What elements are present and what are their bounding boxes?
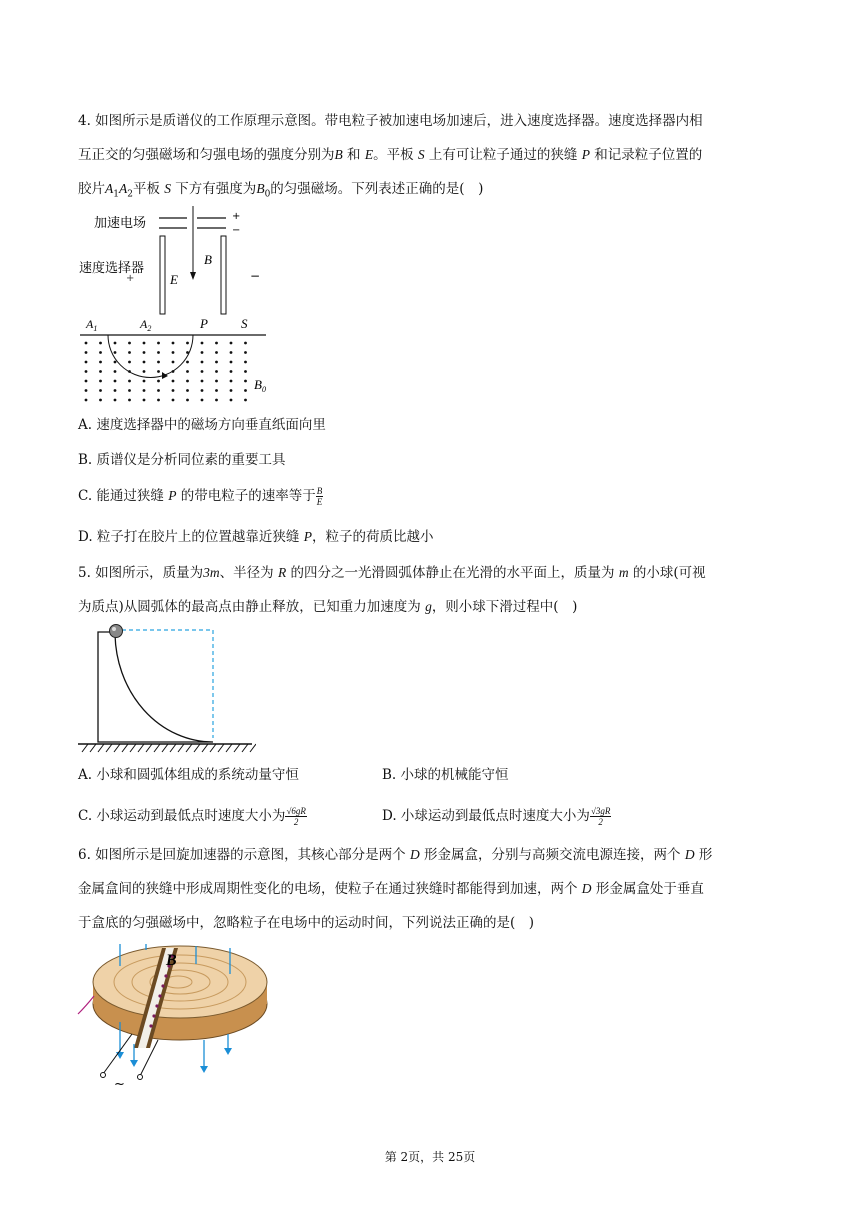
q4-option-a: A. 速度选择器中的磁场方向垂直纸面向里 bbox=[78, 417, 326, 433]
var-P: P bbox=[581, 147, 590, 162]
field-dot bbox=[230, 342, 233, 345]
text: D. 粒子打在胶片上的位置越靠近狭缝 bbox=[78, 529, 304, 545]
q6-line-3: 于盒底的匀强磁场中，忽略粒子在电场中的运动时间，下列说法正确的是( ) bbox=[78, 915, 535, 931]
field-dot bbox=[85, 361, 88, 364]
hatch-line bbox=[178, 744, 184, 752]
var-S: S bbox=[417, 147, 425, 162]
q4-option-b: B. 质谱仪是分析同位素的重要工具 bbox=[78, 452, 286, 468]
field-dot bbox=[186, 342, 189, 345]
denominator: E bbox=[316, 497, 323, 507]
arrow-down-icon bbox=[190, 272, 196, 280]
field-dot bbox=[201, 380, 204, 383]
text: 互正交的匀强磁场和匀强电场的强度分别为 bbox=[78, 147, 335, 163]
field-dot bbox=[114, 399, 117, 402]
field-dot bbox=[172, 361, 175, 364]
var-S: S bbox=[164, 181, 172, 196]
field-dot bbox=[230, 380, 233, 383]
fraction-B-over-E bbox=[316, 486, 324, 507]
var-R: R bbox=[277, 565, 287, 580]
q6-line-1 bbox=[78, 846, 712, 864]
text: ，则小球下滑过程中( ) bbox=[431, 599, 578, 615]
label-A2: A bbox=[140, 317, 148, 331]
text: 的小球(可视 bbox=[628, 565, 706, 581]
field-dot bbox=[172, 389, 175, 392]
sub: 2 bbox=[147, 324, 152, 333]
field-dot bbox=[230, 389, 233, 392]
arc-block bbox=[98, 632, 213, 742]
field-dot bbox=[172, 342, 175, 345]
hatch-line bbox=[138, 744, 144, 752]
terminal bbox=[138, 1075, 143, 1080]
label-E: E bbox=[170, 272, 178, 287]
text: 形金属盒处于垂直 bbox=[591, 881, 704, 897]
hatch-line bbox=[82, 744, 88, 752]
text: 和记录粒子位置的 bbox=[589, 147, 703, 163]
hatch-line bbox=[154, 744, 160, 752]
field-dot bbox=[215, 351, 218, 354]
cyclotron-figure bbox=[74, 944, 274, 1094]
field-dot bbox=[99, 389, 102, 392]
hatch-line bbox=[202, 744, 208, 752]
hatch-line bbox=[218, 744, 224, 752]
field-dot bbox=[201, 370, 204, 373]
particle-exit-path bbox=[78, 996, 94, 1014]
field-dot bbox=[157, 342, 160, 345]
q5-option-c bbox=[78, 806, 307, 827]
field-dot bbox=[114, 342, 117, 345]
numerator: √6gR bbox=[286, 806, 306, 816]
text: 为质点)从圆弧体的最高点由静止释放，已知重力加速度为 bbox=[78, 599, 426, 615]
field-dot bbox=[157, 380, 160, 383]
quarter-arc-figure bbox=[76, 620, 256, 756]
hatch-line bbox=[170, 744, 176, 752]
field-dot bbox=[143, 370, 146, 373]
denominator: 2 bbox=[293, 817, 299, 827]
terminal bbox=[101, 1073, 106, 1078]
field-dot bbox=[85, 389, 88, 392]
sub: 1 bbox=[113, 189, 119, 200]
var-A1: A bbox=[105, 181, 114, 196]
field-dot bbox=[244, 389, 247, 392]
field-dot bbox=[85, 399, 88, 402]
field-dot bbox=[99, 361, 102, 364]
field-dot bbox=[157, 370, 160, 373]
hatch-line bbox=[98, 744, 104, 752]
text: 平板 bbox=[132, 181, 165, 197]
field-dot bbox=[128, 351, 131, 354]
field-dot bbox=[99, 342, 102, 345]
text: 形金属盒，分别与高频交流电源连接，两个 bbox=[419, 847, 685, 863]
denominator: 2 bbox=[598, 817, 603, 827]
fraction-sqrt6gR-over-2 bbox=[285, 806, 306, 827]
var-m: m bbox=[618, 565, 629, 580]
var-3m: 3m bbox=[203, 565, 220, 580]
field-dot bbox=[114, 370, 117, 373]
q4-line-1: 4. 如图所示是质谱仪的工作原理示意图。带电粒子被加速电场加速后，进入速度选择器。速度选择器内相 bbox=[78, 113, 703, 129]
text: 下方有强度为 bbox=[171, 181, 257, 197]
var-B: B bbox=[334, 147, 343, 162]
field-dot bbox=[172, 351, 175, 354]
hatch-line bbox=[130, 744, 136, 752]
q6-line-2 bbox=[78, 880, 704, 898]
field-dot bbox=[215, 399, 218, 402]
hatch-line bbox=[122, 744, 128, 752]
hatch-line bbox=[242, 744, 248, 752]
field-dot bbox=[157, 399, 160, 402]
label-B: B bbox=[204, 252, 212, 267]
field-dot bbox=[114, 380, 117, 383]
field-dot bbox=[186, 370, 189, 373]
var-D: D bbox=[581, 881, 592, 896]
text: 5. 如图所示，质量为 bbox=[78, 565, 204, 581]
field-dot bbox=[99, 370, 102, 373]
field-dot bbox=[215, 342, 218, 345]
field-dot bbox=[99, 399, 102, 402]
text: D. 小球运动到最低点时速度大小为 bbox=[382, 808, 590, 824]
var-E: E bbox=[364, 147, 374, 162]
ball-icon bbox=[110, 625, 123, 638]
field-dot bbox=[201, 389, 204, 392]
q5-option-a: A. 小球和圆弧体组成的系统动量守恒 bbox=[78, 767, 299, 783]
q5-line-2 bbox=[78, 598, 577, 616]
field-dot bbox=[215, 361, 218, 364]
field-dot bbox=[230, 361, 233, 364]
field-dot bbox=[201, 342, 204, 345]
field-dot bbox=[114, 361, 117, 364]
var-B0: B bbox=[256, 181, 265, 196]
field-dot bbox=[143, 361, 146, 364]
field-dot bbox=[143, 342, 146, 345]
field-dot bbox=[99, 380, 102, 383]
field-dot bbox=[186, 361, 189, 364]
numerator: B bbox=[316, 486, 323, 496]
text: 上有可让粒子通过的狭缝 bbox=[424, 147, 582, 163]
numerator: √3gR bbox=[590, 806, 611, 816]
q4-option-d bbox=[78, 528, 433, 546]
field-dot bbox=[114, 351, 117, 354]
field-dot bbox=[186, 389, 189, 392]
field-dot bbox=[244, 380, 247, 383]
var-P: P bbox=[168, 488, 177, 503]
field-dot bbox=[215, 370, 218, 373]
page-footer: 第 2页，共 25页 bbox=[384, 1150, 476, 1164]
field-dot bbox=[230, 399, 233, 402]
q5-option-d bbox=[382, 806, 611, 827]
field-dot bbox=[244, 370, 247, 373]
label-P: P bbox=[200, 316, 208, 331]
ground-hatch bbox=[82, 744, 256, 752]
text: 胶片 bbox=[78, 181, 105, 197]
plus-sign: + bbox=[126, 273, 135, 284]
velocity-selector-label: 速度选择器 bbox=[79, 261, 145, 276]
hatch-line bbox=[146, 744, 152, 752]
minus-sign: − bbox=[232, 225, 241, 236]
text: C. 能通过狭缝 bbox=[78, 488, 169, 504]
text: 、半径为 bbox=[219, 565, 278, 581]
field-dot bbox=[85, 351, 88, 354]
hatch-line bbox=[210, 744, 216, 752]
hatch-line bbox=[162, 744, 168, 752]
text: ，粒子的荷质比越小 bbox=[311, 529, 434, 545]
svg-text:A1 bbox=[85, 317, 97, 333]
label-S: S bbox=[241, 316, 248, 331]
hatch-line bbox=[90, 744, 96, 752]
var-D: D bbox=[409, 847, 420, 862]
label-B0: B bbox=[254, 377, 262, 392]
sub: 2 bbox=[127, 189, 133, 200]
field-dot bbox=[244, 351, 247, 354]
field-dot bbox=[143, 380, 146, 383]
plus-sign: + bbox=[232, 211, 241, 222]
sub: 1 bbox=[93, 324, 98, 333]
field-dot bbox=[128, 380, 131, 383]
hatch-line bbox=[234, 744, 240, 752]
q4-line-3 bbox=[78, 180, 483, 204]
field-dot bbox=[143, 351, 146, 354]
field-dot bbox=[99, 351, 102, 354]
field-dot bbox=[157, 351, 160, 354]
field-dot bbox=[128, 399, 131, 402]
field-dot bbox=[230, 351, 233, 354]
q4-line-2 bbox=[78, 146, 702, 164]
d-box-top bbox=[93, 946, 267, 1018]
var-P: P bbox=[303, 529, 312, 544]
field-dot bbox=[143, 389, 146, 392]
minus-sign: − bbox=[250, 269, 261, 283]
text: 的四分之一光滑圆弧体静止在光滑的水平面上，质量为 bbox=[286, 565, 619, 581]
svg-text:B0 bbox=[254, 377, 266, 394]
field-dot bbox=[201, 351, 204, 354]
field-dot bbox=[143, 399, 146, 402]
field-dot bbox=[85, 370, 88, 373]
text: 形 bbox=[694, 847, 713, 863]
particle-path bbox=[108, 335, 193, 378]
field-dot bbox=[85, 380, 88, 383]
text: 的带电粒子的速率等于 bbox=[176, 488, 316, 504]
field-dot bbox=[244, 361, 247, 364]
field-dot bbox=[172, 380, 175, 383]
field-dot bbox=[157, 389, 160, 392]
field-dot bbox=[215, 389, 218, 392]
field-dot bbox=[244, 342, 247, 345]
hatch-line bbox=[106, 744, 112, 752]
text: 的匀强磁场。下列表述正确的是( ) bbox=[270, 181, 484, 197]
sub: 0 bbox=[261, 385, 266, 394]
hatch-line bbox=[186, 744, 192, 752]
hatch-line bbox=[114, 744, 120, 752]
q5-option-b: B. 小球的机械能守恒 bbox=[382, 767, 509, 783]
sub: 0 bbox=[264, 189, 271, 200]
label-B: B bbox=[166, 952, 177, 969]
hatch-line bbox=[226, 744, 232, 752]
text: 。平板 bbox=[373, 147, 418, 163]
field-dot bbox=[85, 342, 88, 345]
field-dot bbox=[128, 389, 131, 392]
text: C. 小球运动到最低点时速度大小为 bbox=[78, 808, 286, 824]
hatch-line bbox=[250, 744, 256, 752]
field-dot bbox=[128, 342, 131, 345]
var-A2: A bbox=[118, 181, 128, 196]
ac-source-label: ~ bbox=[114, 1077, 125, 1092]
field-dot bbox=[215, 380, 218, 383]
text: 6. 如图所示是回旋加速器的示意图，其核心部分是两个 bbox=[78, 847, 410, 863]
hatch-line bbox=[194, 744, 200, 752]
field-dot bbox=[172, 399, 175, 402]
q4-option-c bbox=[78, 486, 323, 507]
field-dot bbox=[186, 380, 189, 383]
field-dot bbox=[186, 399, 189, 402]
text: 金属盒间的狭缝中形成周期性变化的电场，使粒子在通过狭缝时都能得到加速，两个 bbox=[78, 881, 582, 897]
magnetic-field-dots bbox=[85, 342, 247, 402]
field-dot bbox=[201, 399, 204, 402]
field-dot bbox=[230, 370, 233, 373]
field-dot bbox=[114, 389, 117, 392]
text: 和 bbox=[342, 147, 365, 163]
accel-field-label: 加速电场 bbox=[94, 216, 147, 231]
mass-spectrometer-figure bbox=[76, 206, 276, 406]
svg-text:A2 bbox=[139, 317, 151, 333]
var-D: D bbox=[684, 847, 695, 862]
label-A1: A bbox=[86, 317, 94, 331]
field-dot bbox=[157, 361, 160, 364]
var-g: g bbox=[425, 599, 432, 614]
q5-line-1 bbox=[78, 564, 706, 582]
arrow-icon bbox=[162, 372, 168, 379]
field-dot bbox=[128, 361, 131, 364]
fraction-sqrt3gR-over-2 bbox=[590, 806, 611, 827]
field-dot bbox=[244, 399, 247, 402]
field-dot bbox=[201, 361, 204, 364]
